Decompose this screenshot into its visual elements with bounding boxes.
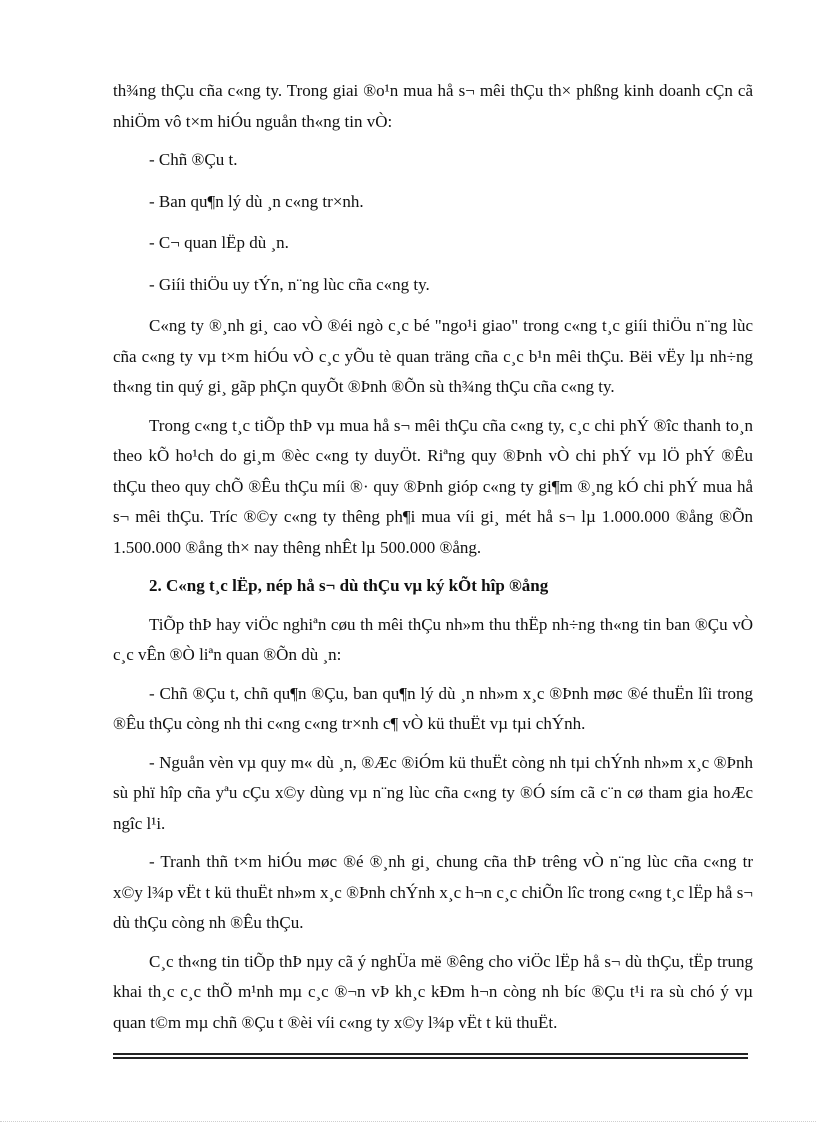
bullet-item: - Chñ ®Çu t.: [149, 150, 238, 169]
bullet-item: - Ban qu¶n lý dù ¸n c«ng tr×nh.: [149, 191, 364, 211]
paragraph: TiÕp thÞ hay viÖc nghiªn cøu th mêi thÇu nh»m thu thËp nh÷ng th«ng tin ban ®Çu vÒ c¸c vÊn ®Ò liªn quan ®Õn dù ¸n:: [113, 614, 753, 664]
page-bottom-border: [0, 1121, 816, 1122]
paragraph: th¾ng thÇu cña c«ng ty. Trong giai ®o¹n mua hå s¬ mêi thÇu th× phßng kinh doanh cÇn cã nhiÖm vô t×m hiÓu nguån th«ng tin vÒ:: [113, 81, 753, 131]
paragraph: - Chñ ®Çu t, chñ qu¶n ®Çu, ban qu¶n lý dù ¸n nh»m x¸c ®Þnh møc ®é thuËn lîi trong ®Êu thÇu còng nh thi c«ng c«ng tr×nh c¶ vÒ kü thuËt vµ tµi chÝnh.: [113, 683, 753, 733]
paragraph: C«ng ty ®¸nh gi¸ cao vÒ ®éi ngò c¸c bé "ngo¹i giao" trong c«ng t¸c giíi thiÖu n¨ng lùc cña c«ng ty vµ t×m hiÓu vÒ c¸c yÕu tè quan träng cña c¸c b¹n mêi thÇu. Bëi vËy lµ nh÷ng th«ng tin quý gi¸ gãp phÇn quyÕt ®Þnh ®Õn sù th¾ng thÇu cña c«ng ty.: [113, 316, 753, 396]
paragraph: C¸c th«ng tin tiÕp thÞ nµy cã ý nghÜa më ®êng cho viÖc lËp hå s¬ dù thÇu, tËp trung khai th¸c c¸c thÕ m¹nh mµ c¸c ®¬n vÞ kh¸c kÐm h¬n còng nh bíc ®Çu t¹i ra sù chó ý vµ quan t©m mµ chñ ®Çu t ®èi víi c«ng ty x©y l¾p vËt t kü thuËt.: [113, 951, 753, 1032]
paragraph: - Nguån vèn vµ quy m« dù ¸n, ®Æc ®iÓm kü thuËt còng nh tµi chÝnh nh»m x¸c ®Þnh sù phï hîp cña yªu cÇu x©y dùng vµ n¨ng lùc cña c«ng ty ®Ó sím cã c¨n cø tham gia hoÆc ngîc l¹i.: [113, 752, 753, 833]
paragraph: - Tranh thñ t×m hiÓu møc ®é ®¸nh gi¸ chung cña thÞ trêng vÒ n¨ng lùc cña c«ng tr x©y l¾p vËt t kü thuËt nh»m x¸c ®Þnh chÝnh x¸c h¬n c¸c chiÕn lîc trong c«ng t¸c lËp hå s¬ dù thÇu còng nh ®Êu thÇu.: [113, 852, 753, 932]
section-heading: 2. C«ng t¸c lËp, nép hå s¬ dù thÇu vµ ký kÕt hîp ®ång: [149, 576, 549, 595]
paragraph: Trong c«ng t¸c tiÕp thÞ vµ mua hå s¬ mêi thÇu cña c«ng ty, c¸c chi phÝ ®îc thanh to¸n theo kÕ ho¹ch do gi¸m ®èc c«ng ty duyÖt. Riªng quy ®Þnh vÒ chi phÝ vµ lÖ phÝ ®Êu thÇu theo quy chÕ ®Êu thÇu míi ®· quy ®Þnh gióp c«ng ty gi¶m ®¸ng kÓ chi phÝ mua hå s¬ mêi thÇu. Tríc ®©y c«ng ty thêng ph¶i mua víi gi¸ mét hå s¬ lµ 1.000.000 ®ång ®Õn 1.500.000 ®ång th× nay thêng nhÊt lµ 500.000 ®ång.: [113, 415, 753, 557]
body-text: [113, 76, 753, 1046]
bullet-item: - C¬ quan lËp dù ¸n.: [149, 233, 289, 252]
bullet-item: - Giíi thiÖu uy tÝn, n¨ng lùc cña c«ng ty.: [149, 274, 430, 294]
footer-double-rule: [113, 1053, 748, 1059]
